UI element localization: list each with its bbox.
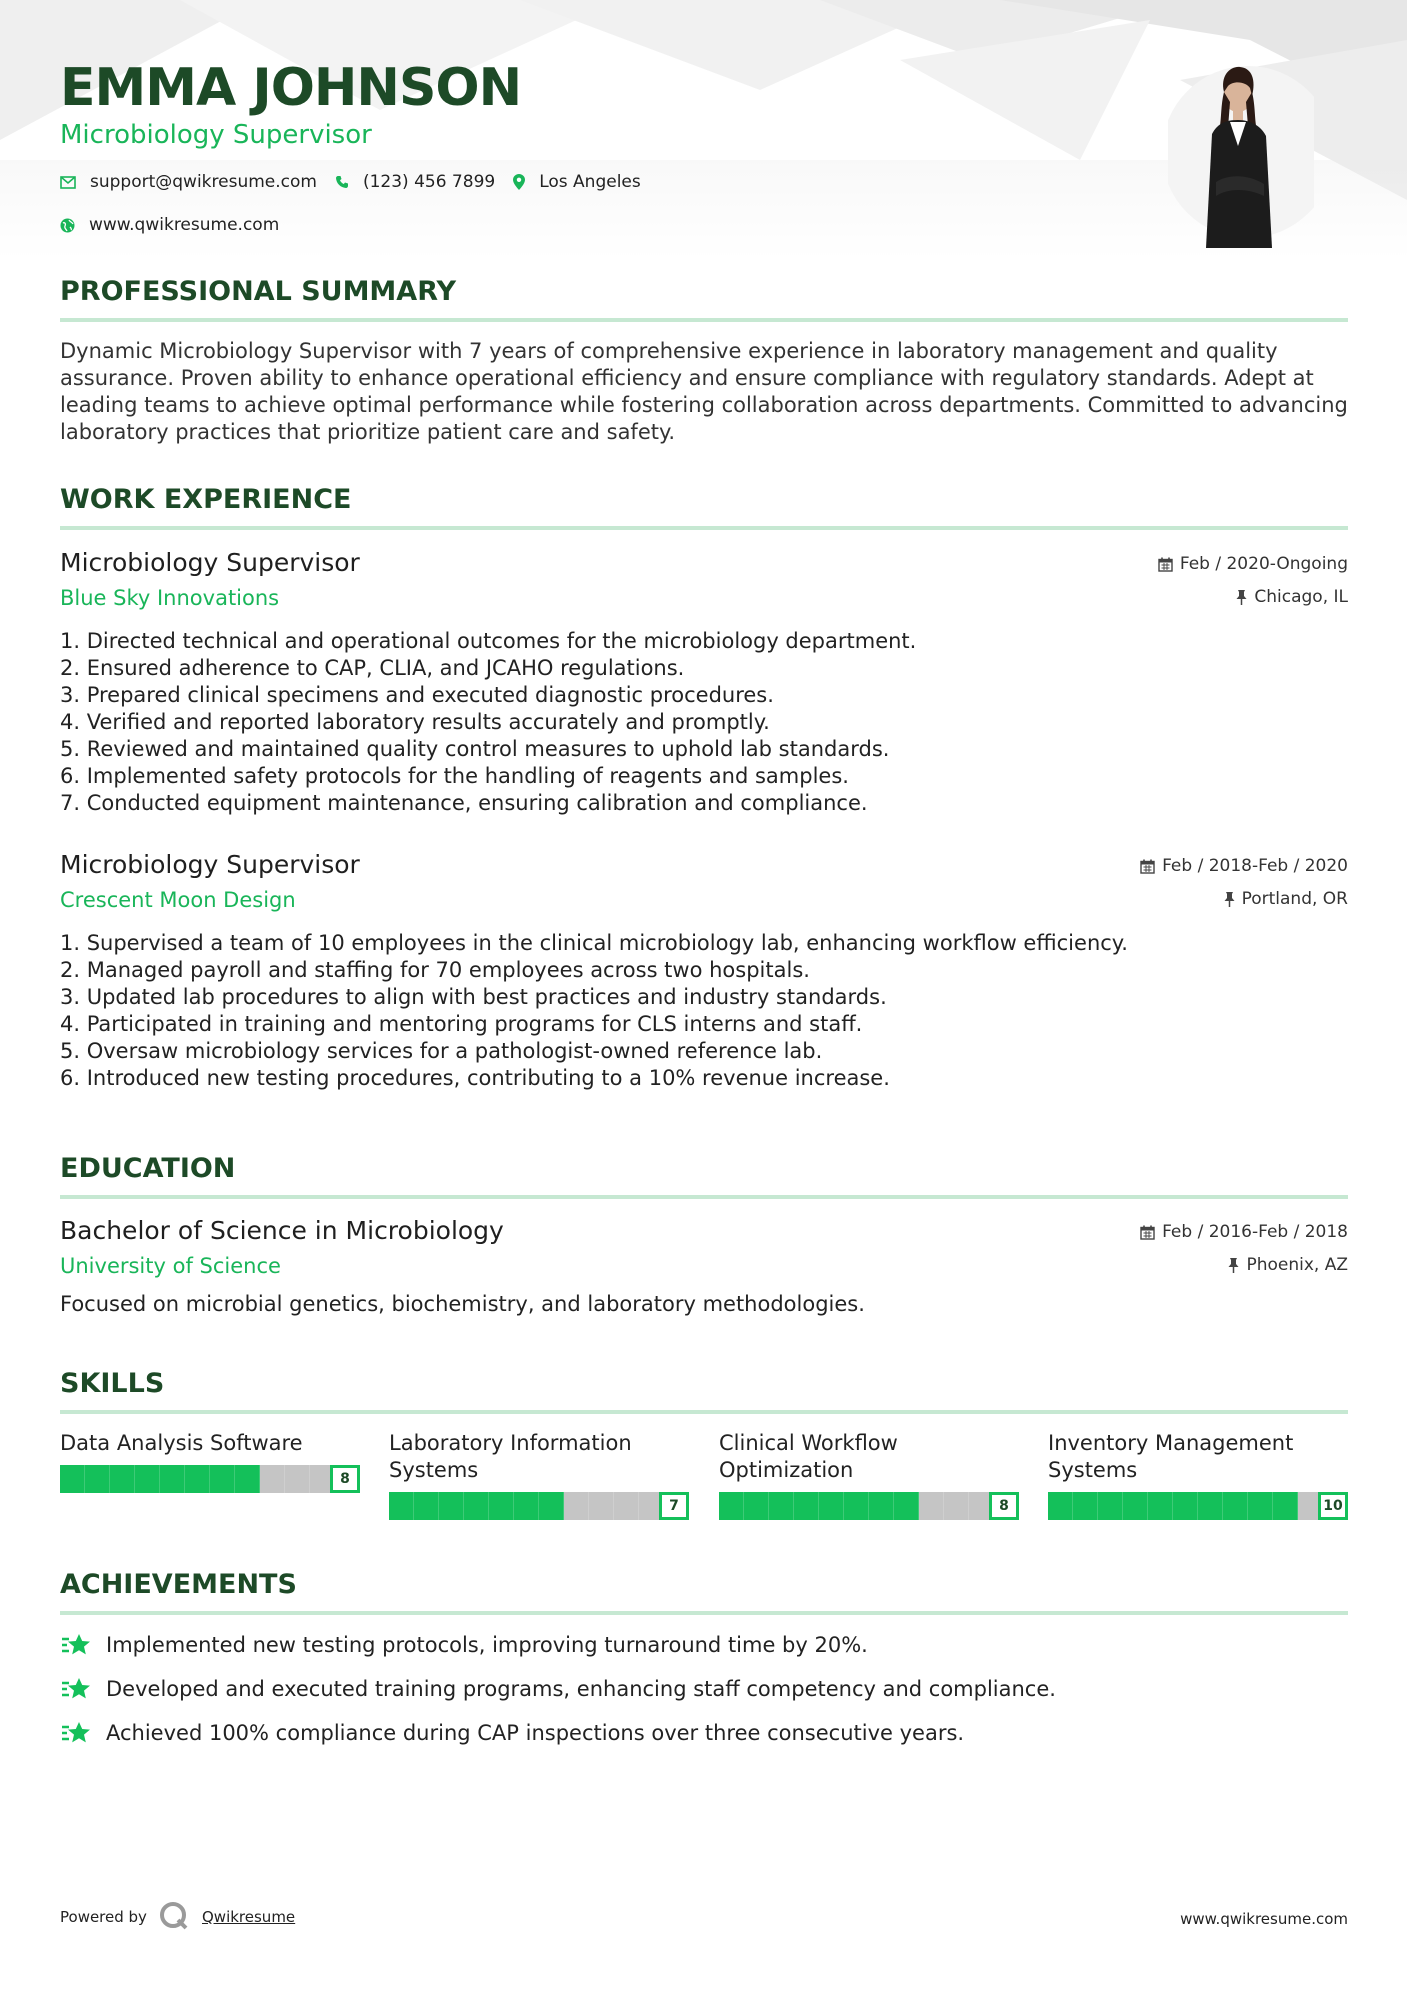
contact-email[interactable] <box>60 172 317 192</box>
section-divider <box>60 1410 1348 1414</box>
skill-bar-segment <box>769 1492 794 1520</box>
list-item: 4. Verified and reported laboratory results accurately and promptly. <box>60 710 770 734</box>
skill-bar-segment <box>719 1492 744 1520</box>
list-item: 1. Directed technical and operational outcomes for the microbiology department. <box>60 629 917 653</box>
skill-bar-segment <box>514 1492 539 1520</box>
skill-bar-segment <box>539 1492 564 1520</box>
job-date <box>1140 856 1348 876</box>
skill-bar-segment <box>1173 1492 1198 1520</box>
skill-level-badge: 8 <box>330 1465 360 1493</box>
phone-icon <box>335 175 349 189</box>
star-icon <box>60 1676 92 1702</box>
list-item: 2. Ensured adherence to CAP, CLIA, and JCAHO regulations. <box>60 656 685 680</box>
skill-name: Clinical Workflow Optimization <box>719 1431 898 1482</box>
skill-bar-segment <box>185 1465 210 1493</box>
candidate-role: Microbiology Supervisor <box>60 120 372 150</box>
list-item: 6. Introduced new testing procedures, contributing to a 10% revenue increase. <box>60 1066 890 1090</box>
job-responsibilities <box>60 930 1128 1092</box>
skill-bar-segment <box>439 1492 464 1520</box>
skill-bar-segment <box>944 1492 969 1520</box>
summary-text: Dynamic Microbiology Supervisor with 7 years of comprehensive experience in laboratory management and quality assurance. Proven ability to enhance operational efficiency and ensure compliance with regulatory standards. Adept at leading teams to achieve optimal performance while fostering collaboration across departments. Committed to advancing laboratory practices that prioritize patient care and safety. <box>60 339 1348 444</box>
skill-bar-segment <box>389 1492 414 1520</box>
pushpin-icon <box>1228 1258 1239 1273</box>
skill-level-badge: 8 <box>989 1492 1019 1520</box>
skill-bar-segment <box>1048 1492 1073 1520</box>
skill-bar-segment <box>794 1492 819 1520</box>
list-item: 2. Managed payroll and staffing for 70 employees across two hospitals. <box>60 958 810 982</box>
job-entry <box>60 850 1348 1110</box>
list-item: 3. Prepared clinical specimens and executed diagnostic procedures. <box>60 683 774 707</box>
education-date-text: Feb / 2016-Feb / 2018 <box>1162 1222 1348 1242</box>
list-item: 7. Conducted equipment maintenance, ensuring calibration and compliance. <box>60 791 868 815</box>
skill-bar-segment <box>110 1465 135 1493</box>
skill-item <box>389 1430 689 1520</box>
email-text: support@qwikresume.com <box>90 172 317 192</box>
job-date-text: Feb / 2018-Feb / 2020 <box>1162 856 1348 876</box>
skill-bar-segment <box>489 1492 514 1520</box>
education-entry <box>60 1216 1348 1326</box>
pushpin-icon <box>1236 590 1247 605</box>
list-item: 6. Implemented safety protocols for the handling of reagents and samples. <box>60 764 849 788</box>
achievement-item <box>60 1720 1348 1746</box>
skill-bar-segment <box>85 1465 110 1493</box>
envelope-icon <box>60 176 76 189</box>
contact-phone[interactable] <box>335 172 495 192</box>
pushpin-icon <box>1224 892 1235 907</box>
skill-bar-segment <box>614 1492 639 1520</box>
skill-name: Laboratory Information Systems <box>389 1431 632 1482</box>
skill-bar-segment <box>1123 1492 1148 1520</box>
profile-photo <box>1168 62 1314 248</box>
summary-heading: PROFESSIONAL SUMMARY <box>60 276 457 307</box>
contact-website[interactable] <box>60 215 279 235</box>
achievements-section <box>60 1568 1348 1615</box>
map-pin-icon <box>513 174 525 190</box>
phone-text: (123) 456 7899 <box>362 172 496 192</box>
skill-bar-segment <box>414 1492 439 1520</box>
skill-level-badge: 10 <box>1318 1492 1348 1520</box>
star-icon <box>60 1720 92 1746</box>
education-description: Focused on microbial genetics, biochemistry, and laboratory methodologies. <box>60 1292 865 1316</box>
section-divider <box>60 1611 1348 1615</box>
achievement-item <box>60 1676 1348 1702</box>
skill-level-bar <box>60 1465 360 1493</box>
skill-bar-segment <box>589 1492 614 1520</box>
list-item: 3. Updated lab procedures to align with best practices and industry standards. <box>60 985 887 1009</box>
list-item: 1. Supervised a team of 10 employees in the clinical microbiology lab, enhancing workflow efficiency. <box>60 931 1128 955</box>
skill-bar-segment <box>1273 1492 1298 1520</box>
education-heading: EDUCATION <box>60 1153 236 1184</box>
experience-heading: WORK EXPERIENCE <box>60 484 352 515</box>
job-location-text: Chicago, IL <box>1254 587 1348 607</box>
skill-bar-segment <box>819 1492 844 1520</box>
footer <box>60 1900 1348 1940</box>
skill-bar-segment <box>894 1492 919 1520</box>
contact-location <box>513 172 641 192</box>
section-divider <box>60 1195 1348 1199</box>
job-responsibilities <box>60 628 916 817</box>
skill-bar-segment <box>1223 1492 1248 1520</box>
skill-bar-segment <box>919 1492 944 1520</box>
calendar-icon <box>1140 859 1155 874</box>
degree-title: Bachelor of Science in Microbiology <box>60 1216 504 1245</box>
skill-bar-segment <box>1248 1492 1273 1520</box>
experience-section <box>60 483 1348 530</box>
skill-bar-segment <box>1098 1492 1123 1520</box>
section-divider <box>60 318 1348 322</box>
achievement-text: Achieved 100% compliance during CAP inspections over three consecutive years. <box>106 1721 965 1745</box>
skill-item <box>60 1430 360 1493</box>
powered-by-label: Powered by <box>60 1908 147 1926</box>
skills-heading: SKILLS <box>60 1368 165 1399</box>
location-text: Los Angeles <box>539 172 641 192</box>
job-title: Microbiology Supervisor <box>60 850 360 879</box>
skill-level-bar <box>389 1492 689 1520</box>
website-text: www.qwikresume.com <box>89 215 280 235</box>
achievements-heading: ACHIEVEMENTS <box>60 1569 297 1600</box>
job-location <box>1224 889 1348 909</box>
skill-bar-segment <box>1148 1492 1173 1520</box>
skill-bar-segment <box>744 1492 769 1520</box>
skill-bar-segment <box>60 1465 85 1493</box>
job-title: Microbiology Supervisor <box>60 548 360 577</box>
skill-bar-segment <box>135 1465 160 1493</box>
skill-bar-segment <box>285 1465 310 1493</box>
skill-bar-segment <box>869 1492 894 1520</box>
skill-name: Inventory Management Systems <box>1048 1431 1294 1482</box>
skill-bar-segment <box>160 1465 185 1493</box>
education-date <box>1140 1222 1348 1242</box>
job-company: Blue Sky Innovations <box>60 586 280 610</box>
achievement-item <box>60 1632 1348 1658</box>
skill-bar-segment <box>1198 1492 1223 1520</box>
job-date-text: Feb / 2020-Ongoing <box>1179 554 1348 574</box>
job-company: Crescent Moon Design <box>60 888 296 912</box>
skill-level-bar <box>1048 1492 1348 1520</box>
website-row <box>60 215 297 235</box>
job-entry <box>60 548 1348 828</box>
job-location <box>1236 587 1348 607</box>
job-date <box>1158 554 1348 574</box>
job-location-text: Portland, OR <box>1241 889 1348 909</box>
footer-website[interactable]: www.qwikresume.com <box>1180 1910 1348 1928</box>
skill-name: Data Analysis Software <box>60 1431 303 1455</box>
achievement-text: Implemented new testing protocols, improving turnaround time by 20%. <box>106 1633 868 1657</box>
skill-bar-segment <box>464 1492 489 1520</box>
contact-row <box>60 172 659 192</box>
globe-icon <box>60 218 75 233</box>
skill-bar-segment <box>1073 1492 1098 1520</box>
skill-level-bar <box>719 1492 1019 1520</box>
list-item: 4. Participated in training and mentoring programs for CLS interns and staff. <box>60 1012 863 1036</box>
calendar-icon <box>1140 1225 1155 1240</box>
candidate-name: EMMA JOHNSON <box>60 58 522 118</box>
skills-section <box>60 1367 1348 1414</box>
qwikresume-logo-icon <box>158 1900 190 1932</box>
education-location <box>1228 1255 1348 1275</box>
skill-item <box>1048 1430 1348 1520</box>
section-divider <box>60 526 1348 530</box>
skill-bar-segment <box>844 1492 869 1520</box>
list-item: 5. Oversaw microbiology services for a pathologist-owned reference lab. <box>60 1039 823 1063</box>
skill-bar-segment <box>564 1492 589 1520</box>
education-section <box>60 1152 1348 1199</box>
skill-bar-segment <box>210 1465 235 1493</box>
achievement-text: Developed and executed training programs, enhancing staff competency and compliance. <box>106 1677 1056 1701</box>
skill-level-badge: 7 <box>659 1492 689 1520</box>
star-icon <box>60 1632 92 1658</box>
school-name: University of Science <box>60 1254 281 1278</box>
education-location-text: Phoenix, AZ <box>1246 1255 1348 1275</box>
skill-bar-segment <box>235 1465 260 1493</box>
summary-section <box>60 275 1348 446</box>
calendar-icon <box>1158 557 1173 572</box>
skill-item <box>719 1430 1019 1520</box>
qwikresume-link[interactable]: Qwikresume <box>202 1908 296 1926</box>
skill-bar-segment <box>260 1465 285 1493</box>
list-item: 5. Reviewed and maintained quality control measures to uphold lab standards. <box>60 737 890 761</box>
